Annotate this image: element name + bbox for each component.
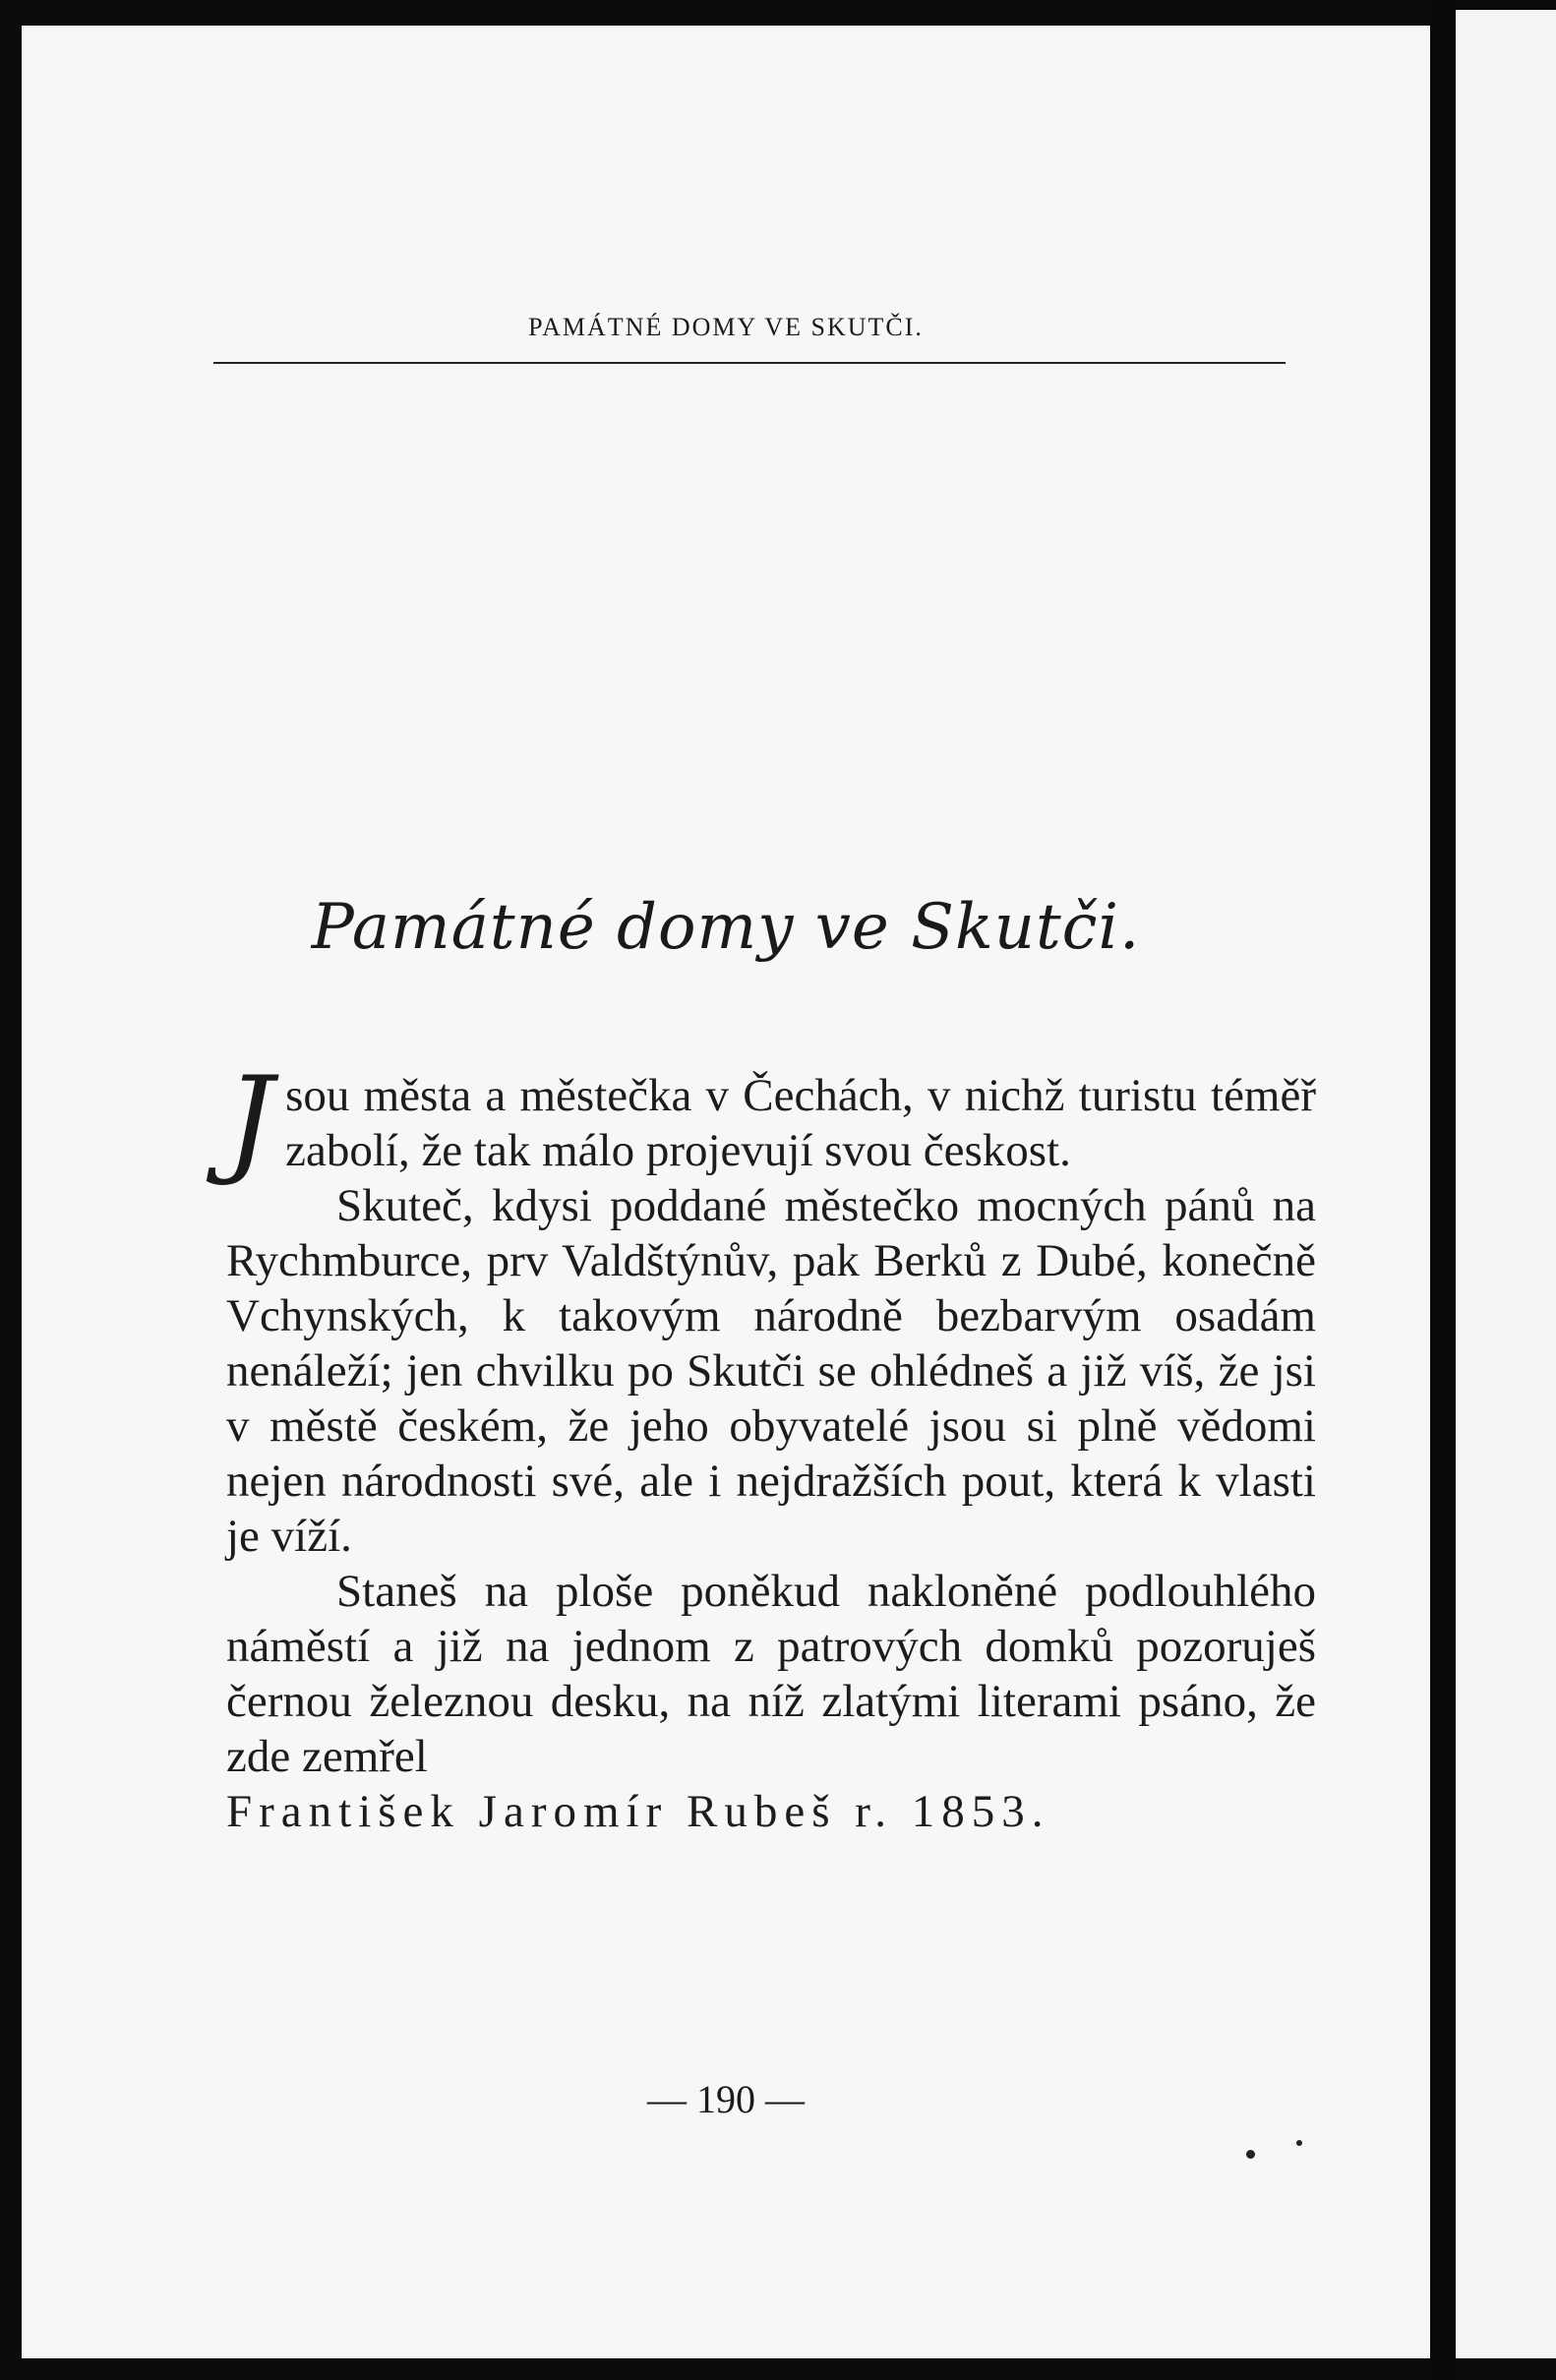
paragraph-1-text: sou města a městečka v Čechách, v nichž turistu téměř zabolí, že tak málo projevují svou českost. [285,1070,1316,1176]
scan-speck [1296,2140,1302,2146]
chapter-title: Památné domy ve Skutči. [311,891,1141,964]
body-text [226,1052,1316,1839]
page-number: — 190 — [647,2077,805,2121]
running-head: PAMÁTNÉ DOMY VE SKUTČI. [528,313,924,341]
book-gutter [1426,0,1456,2380]
scan-speck [1246,2150,1255,2159]
paragraph-1 [226,1052,1316,1189]
book-page [22,26,1430,2358]
drop-cap: J [226,1052,274,1189]
paragraph-2: Skuteč, kdysi poddané městečko mocných pánů na Rychmburce, prv Valdštýnův, pak Berků z Dubé, konečně Vchynských, k takovým národně bezbarvým osadám nenáleží; jen chvilku po Skutči se ohlédneš a již víš, že jsi v městě českém, že jeho obyvatelé jsou si plně vědomi nejen národnosti své, ale i nejdražších pout, která k vlasti je víží. [226,1180,1316,1562]
paragraph-3-final-line: František Jaromír Rubeš r. 1853. [226,1786,1050,1837]
paragraph-3-text: Staneš na ploše poněkud nakloněné podlouhlého náměstí a již na jednom z patrových domků pozoruješ černou železnou desku, na níž zlatými literami psáno, že zde zemřel [226,1566,1316,1782]
paragraph-3 [226,1564,1316,1839]
header-rule [213,362,1286,364]
adjacent-page-edge [1454,10,1556,2358]
